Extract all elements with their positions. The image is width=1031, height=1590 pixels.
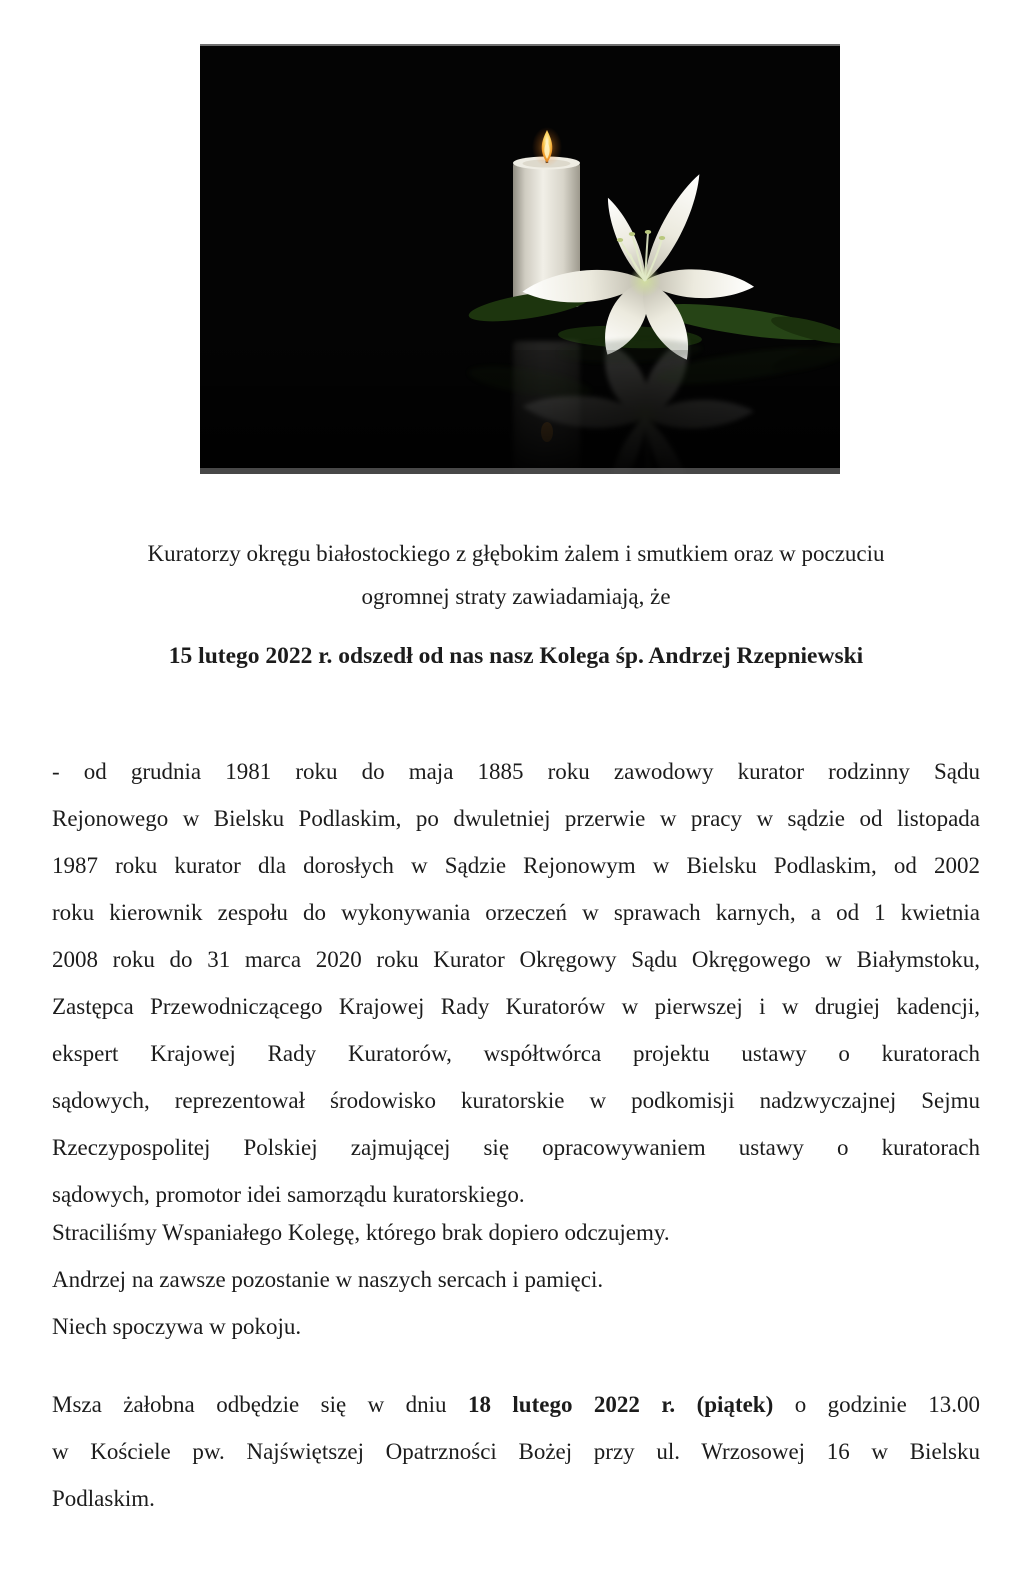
death-announcement-headline: 15 lutego 2022 r. odszedł od nas nasz Kolega śp. Andrzej Rzepniewski — [168, 643, 864, 669]
text-line: Msza żałobna odbędzie się w dniu 18 lutego 2022 r. (piątek) o godzinie 13.00 — [52, 1392, 981, 1417]
reflection-graphic — [200, 331, 840, 474]
announcement-intro — [52, 532, 980, 618]
funeral-details-paragraph — [52, 1381, 980, 1522]
text-line: Zastępca Przewodniczącego Krajowej Rady Kuratorów w pierwszej i w drugiej kadencji, — [52, 994, 980, 1019]
text-line: roku kierownik zespołu do wykonywania orzeczeń w sprawach karnych, a od 1 kwietnia — [52, 900, 980, 925]
text-line: Niech spoczywa w pokoju. — [52, 1314, 302, 1339]
text-line: sądowych, promotor idei samorządu kuratorskiego. — [52, 1182, 525, 1207]
intro-line-1: Kuratorzy okręgu białostockiego z głębokim żalem i smutkiem oraz w poczuciu — [147, 541, 885, 566]
text-line: 2008 roku do 31 marca 2020 roku Kurator Okręgowy Sądu Okręgowego w Białymstoku, — [52, 947, 980, 972]
text-line: Rzeczypospolitej Polskiej zajmującej się opracowywaniem ustawy o kuratorach — [52, 1135, 980, 1160]
memorial-photo — [200, 44, 840, 474]
text-line: ekspert Krajowej Rady Kuratorów, współtwórca projektu ustawy o kuratorach — [52, 1041, 980, 1066]
text-line: 1987 roku kurator dla dorosłych w Sądzie Rejonowym w Bielsku Podlaskim, od 2002 — [52, 853, 980, 878]
memorial-photo-graphic — [200, 44, 840, 474]
text-line: - od grudnia 1981 roku do maja 1885 roku zawodowy kurator rodzinny Sądu — [52, 759, 980, 784]
biography-paragraph — [52, 748, 980, 1218]
text-line: Straciliśmy Wspaniałego Kolegę, którego brak dopiero odczujemy. — [52, 1220, 670, 1245]
farewell-lines — [52, 1209, 980, 1350]
text-line: w Kościele pw. Najświętszej Opatrzności Bożej przy ul. Wrzosowej 16 w Bielsku — [52, 1439, 980, 1464]
text-line: sądowych, reprezentował środowisko kuratorskie w podkomisji nadzwyczajnej Sejmu — [52, 1088, 980, 1113]
text-line: Podlaskim. — [52, 1486, 155, 1511]
intro-line-2: ogromnej straty zawiadamiają, że — [361, 584, 671, 609]
text-line: Rejonowego w Bielsku Podlaskim, po dwuletniej przerwie w pracy w sądzie od listopada — [52, 806, 980, 831]
text-line: Andrzej na zawsze pozostanie w naszych sercach i pamięci. — [52, 1267, 604, 1292]
